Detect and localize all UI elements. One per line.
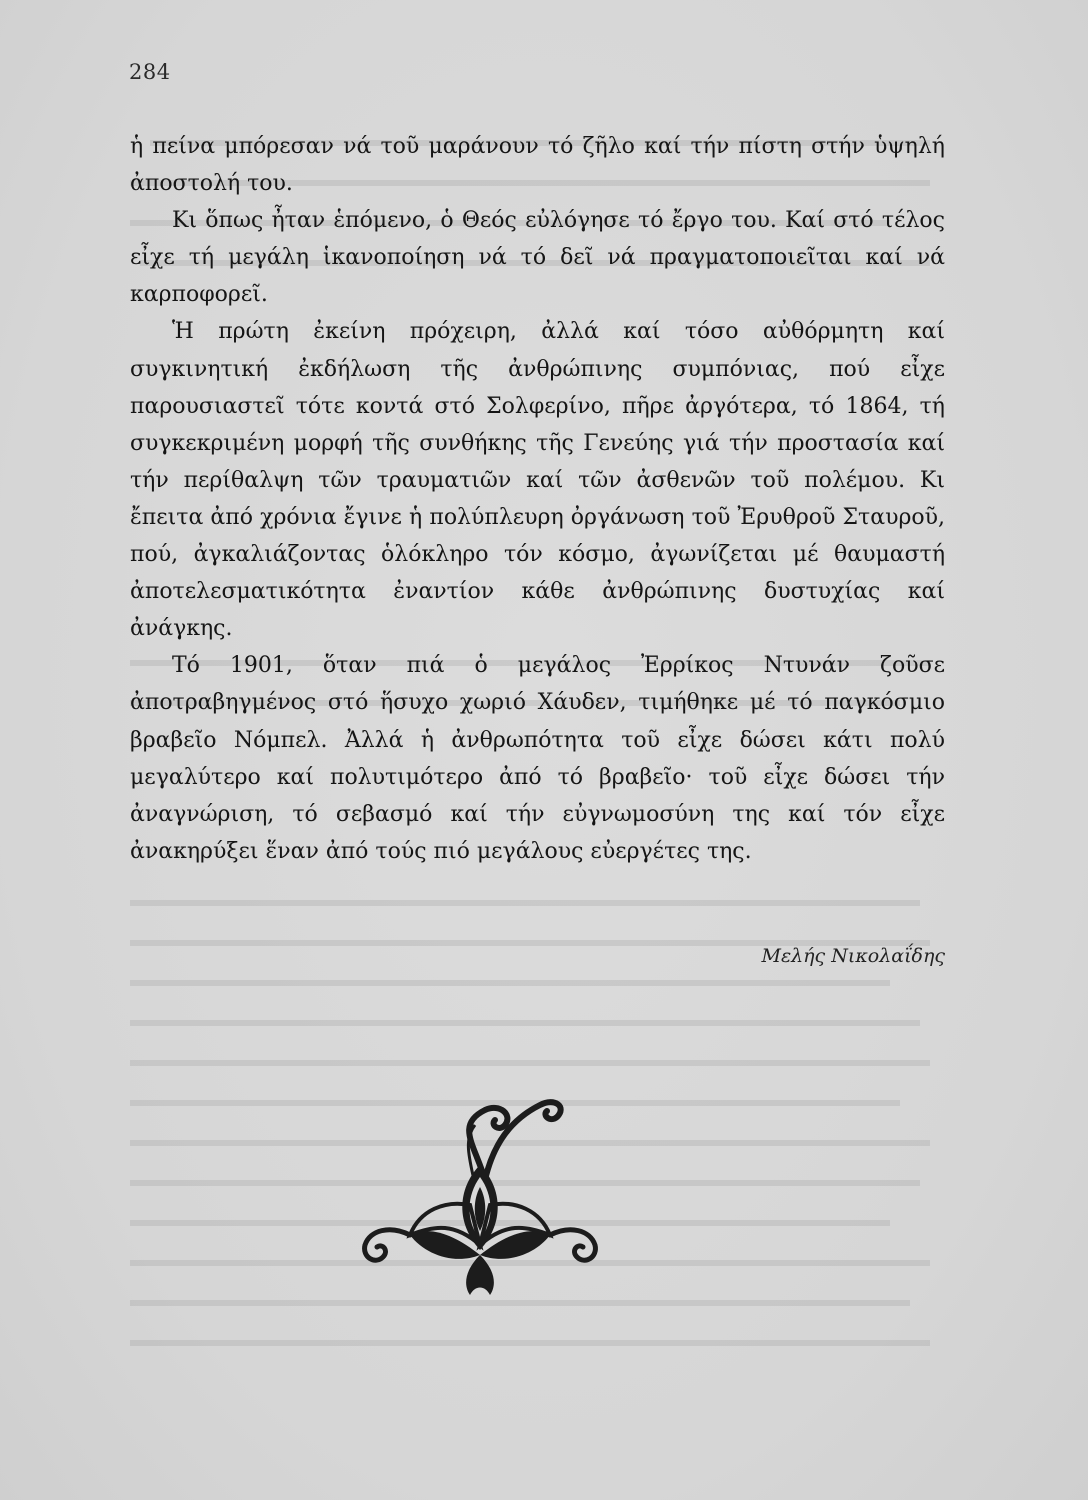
paragraph-3: Ἡ πρώτη ἐκείνη πρόχειρη, ἀλλά καί τόσο αὐθόρμητη καί συγκινητική ἐκδήλωση τῆς ἀνθρώπινης συμπόνιας, πού εἶχε παρουσιαστεῖ τότε κοντά στό Σολφερίνο, πῆρε ἀργότερα, τό 1864, τή συγκεκριμένη μορφή τῆς συνθήκης τῆς Γενεύης γιά τήν προστασία καί τήν περίθαλψη τῶν τραυματιῶν καί τῶν ἀσθενῶν τοῦ πολέμου. Κι ἔπειτα ἀπό χρόνια ἔγινε ἡ πολύπλευρη ὀργάνωση τοῦ Ἐρυθροῦ Σταυροῦ, πού, ἀγκαλιάζοντας ὁλόκληρο τόν κόσμο, ἀγωνίζεται μέ θαυμαστή ἀποτελεσματικότητα ἐναντίον κάθε ἀνθρώπινης δυστυχίας καί ἀνάγκης.	[130, 319, 945, 642]
paragraph-2: Κι ὅπως ἦταν ἑπόμενο, ὁ Θεός εὐλόγησε τό ἔργο του. Καί στό τέλος εἶχε τή μεγάλη ἱκανοποίηση νά τό δεῖ νά πραγματοποιεῖται καί νά καρποφορεῖ.	[130, 208, 945, 308]
paragraph-4: Τό 1901, ὅταν πιά ὁ μεγάλος Ἐρρίκος Ντυνάν ζοῦσε ἀποτραβηγμένος στό ἥσυχο χωριό Χάυδεν, τιμήθηκε μέ τό παγκόσμιο βραβεῖο Νόμπελ. Ἀλλά ἡ ἀνθρωπότητα τοῦ εἶχε δώσει κάτι πολύ μεγαλύτερο καί πολυτιμότερο ἀπό τό βραβεῖο· τοῦ εἶχε δώσει τήν ἀναγνώριση, τό σεβασμό καί τήν εὐγνωμοσύνη της καί τόν εἶχε ἀνακηρύξει ἕναν ἀπό τούς πιό μεγάλους εὐεργέτες της.	[130, 653, 945, 864]
paragraph-1: ἡ πείνα μπόρεσαν νά τοῦ μαράνουν τό ζῆλο καί τήν πίστη στήν ὑψηλή ἀποστολή του.	[130, 134, 945, 197]
body-text	[130, 128, 945, 870]
page-number: 284	[129, 60, 171, 84]
floral-ornament-icon	[335, 1085, 625, 1295]
author-signature: Μελής Νικολαΐδης	[761, 945, 945, 967]
